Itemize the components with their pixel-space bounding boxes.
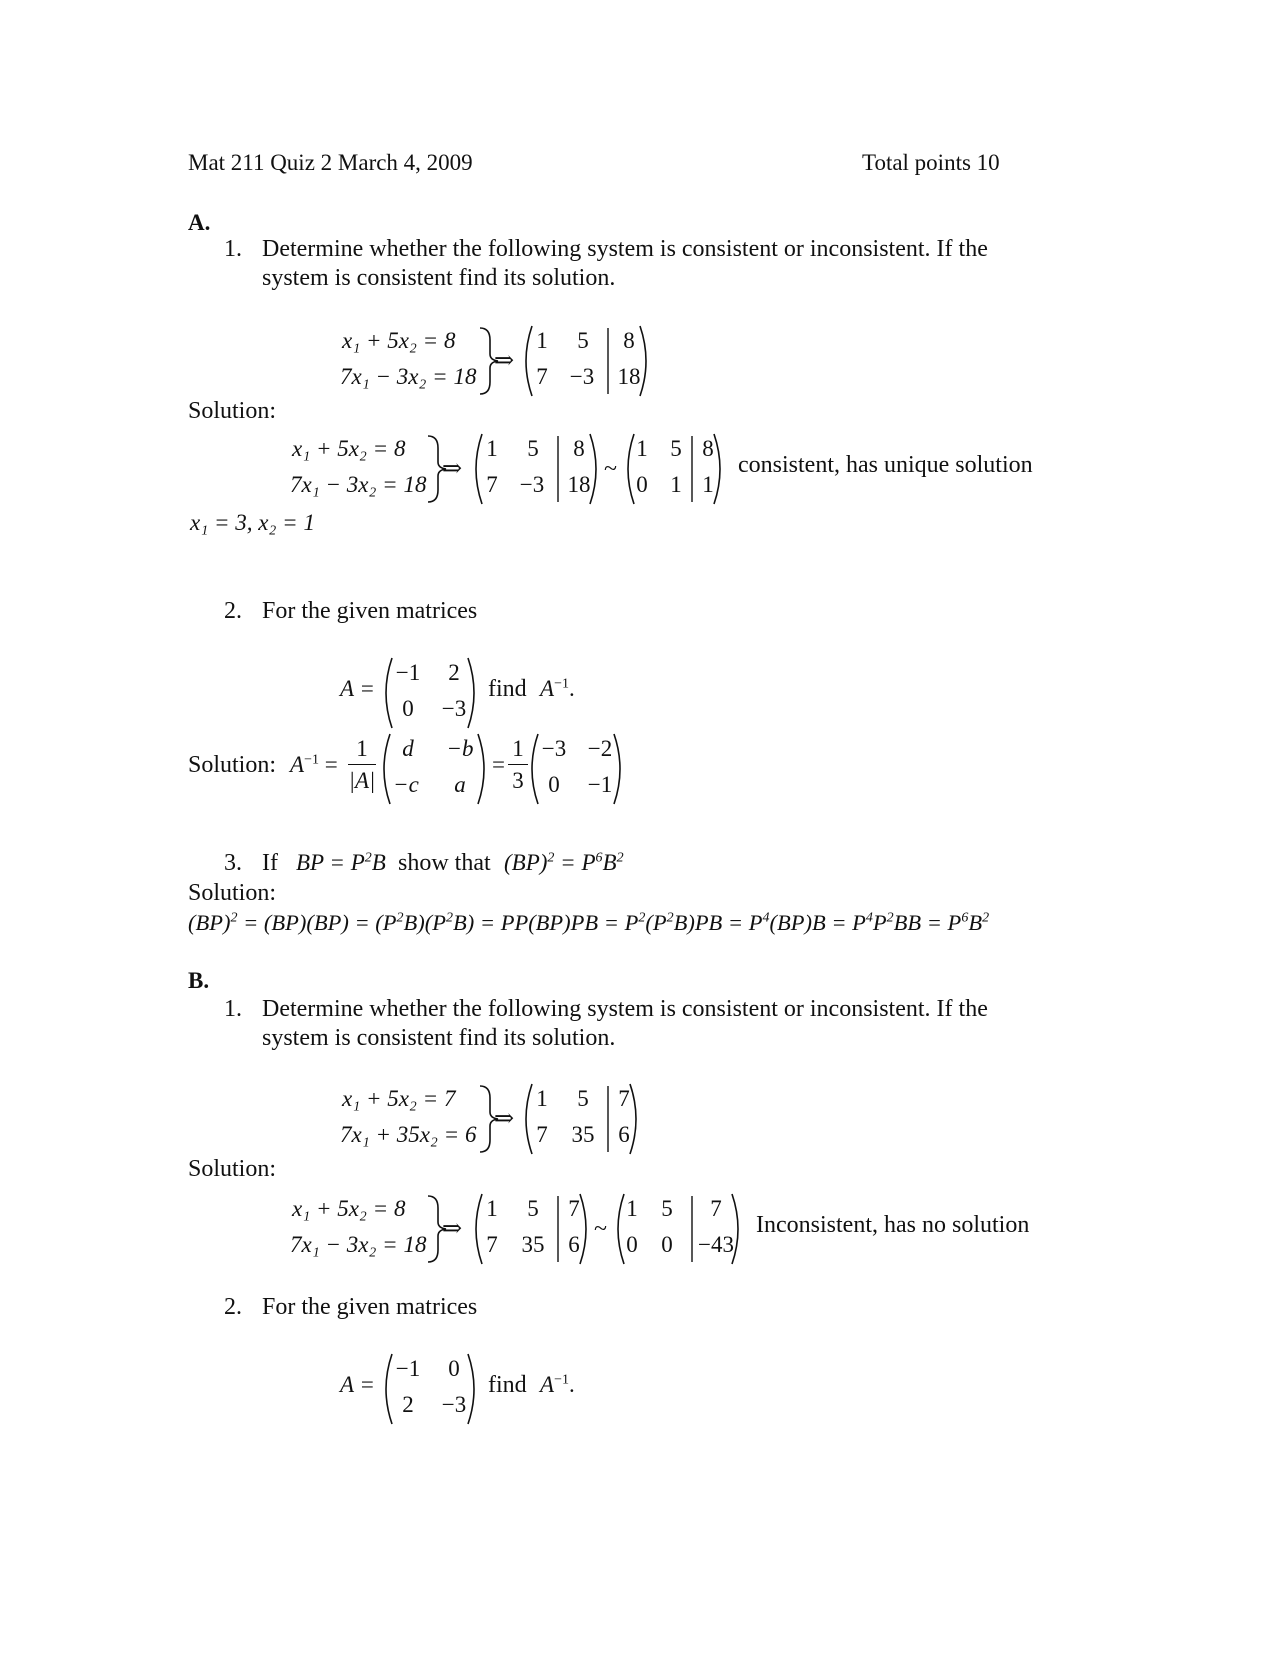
a-q1-number: 1.: [224, 236, 242, 262]
a-q3-hypothesis: BP = $P^2B$: [296, 850, 386, 875]
a-q2-adj-cell: −b: [446, 736, 474, 761]
a-q2-number: 2.: [224, 598, 242, 624]
a-q2-adj-cell: −c: [393, 772, 419, 797]
a-q2-frac2-bar: [508, 764, 528, 765]
b-q1-aug-cell: 6: [618, 1122, 630, 1147]
b-q1-solution-label: Solution:: [188, 1156, 277, 1182]
a-q1-text-line1: Determine whether the following system is consistent or inconsistent. If the: [262, 236, 988, 262]
a-q1-sol-eq2: 7x₁ − 3x₂ = 18: [290, 472, 427, 497]
b-q1-eq2: 7x₁ + 35x₂ = 6: [340, 1122, 477, 1147]
a-q1-eq1: x₁ + 5x₂ = 8: [342, 328, 456, 353]
a-q1-sol-aug-cell: 18: [567, 472, 591, 497]
b-q2-matrix-a-label: A =: [340, 1372, 375, 1397]
a-q2-frac2-den: 3: [512, 768, 524, 793]
a-q2-frac-num: 1: [356, 736, 368, 761]
b-q1-aug-cell: 1: [536, 1086, 548, 1111]
a-q1-sol-aug-cell: 8: [573, 436, 585, 461]
a-q1-aug-cell: 7: [536, 364, 548, 389]
a-q2-matrix-a-cell: 2: [448, 660, 460, 685]
b-q1-sol-implies-arrow: ⇒: [442, 1216, 463, 1242]
a-q2-solution-label: Solution:: [188, 752, 277, 778]
quiz-title: Mat 211 Quiz 2 March 4, 2009: [188, 150, 473, 175]
a-q2-matrix-a-cell: −3: [441, 696, 467, 721]
a-q1-aug-cell: 8: [623, 328, 635, 353]
a-q2-matrix-a-cell: 0: [402, 696, 414, 721]
b-q2-matrix-a-cell: 0: [448, 1356, 460, 1381]
b-q2-find-text: find: [488, 1372, 527, 1398]
a-q1-aug-cell: 18: [617, 364, 641, 389]
b-q1-text-line2: system is consistent find its solution.: [262, 1025, 616, 1051]
a-q2-inverse-cell: −1: [587, 772, 613, 797]
b-q1-sol-eq2: 7x₁ − 3x₂ = 18: [290, 1232, 427, 1257]
a-q1-solution-label: Solution:: [188, 398, 277, 424]
b-q1-aug-cell: 7: [618, 1086, 630, 1111]
a-q3-show-that: show that: [398, 850, 491, 876]
b-q1-sol-aug-cell: 35: [521, 1232, 545, 1257]
b-q1-sol-aug-cell: 1: [486, 1196, 498, 1221]
a-q1-aug-cell: 5: [577, 328, 589, 353]
a-q2-inverse-cell: −2: [587, 736, 613, 761]
a-q2-matrix-a-label: A =: [340, 676, 375, 701]
a-q1-reduced-cell: 1: [670, 472, 682, 497]
a-q3-solution-label: Solution:: [188, 880, 277, 906]
section-a-label: A.: [188, 210, 211, 235]
a-q1-aug-cell: −3: [569, 364, 595, 389]
a-q2-frac2-num: 1: [512, 736, 524, 761]
b-q1-sol-aug-cell: 5: [527, 1196, 539, 1221]
b-q1-reduced-cell: −43: [698, 1232, 734, 1257]
a-q2-inverse-cell: 0: [548, 772, 560, 797]
a-q3-proof: $(BP)^2 = (BP)(BP) = (P^2B)(P^2B) = PP(BP)PB = P^2(P^2B)PB = P^4(BP)B = P^4P^2BB = P^6B^2$: [188, 910, 990, 935]
total-points: Total points 10: [862, 150, 1000, 175]
a-q1-implies-arrow: ⇒: [494, 348, 515, 374]
b-q1-number: 1.: [224, 996, 242, 1022]
b-q1-sol-aug-cell: 7: [486, 1232, 498, 1257]
b-q2-number: 2.: [224, 1294, 242, 1320]
b-q1-eq1: x₁ + 5x₂ = 7: [342, 1086, 456, 1111]
a-q2-find-target: $A^{-1}$.: [540, 676, 575, 701]
b-q1-aug-cell: 7: [536, 1122, 548, 1147]
b-q1-reduced-cell: 0: [626, 1232, 638, 1257]
a-q3-claim: $(BP)^2 = P^6B^2$: [504, 850, 624, 875]
a-q2-adj-cell: d: [402, 736, 414, 761]
b-q1-implies-arrow: ⇒: [494, 1106, 515, 1132]
b-q2-matrix-a-cell: −1: [395, 1356, 421, 1381]
b-q1-sol-aug-cell: 7: [568, 1196, 580, 1221]
a-q1-reduced-cell: 5: [670, 436, 682, 461]
b-q1-row-equiv: ~: [594, 1216, 607, 1242]
a-q1-reduced-cell: 0: [636, 472, 648, 497]
b-q1-reduced-cell: 0: [661, 1232, 673, 1257]
a-q2-find-text: find: [488, 676, 527, 702]
b-q2-text: For the given matrices: [262, 1294, 478, 1320]
a-q1-sol-eq1: x₁ + 5x₂ = 8: [292, 436, 406, 461]
b-q1-reduced-cell: 5: [661, 1196, 673, 1221]
b-q1-sol-aug-cell: 6: [568, 1232, 580, 1257]
a-q1-reduced-cell: 1: [636, 436, 648, 461]
a-q1-reduced-cell: 1: [702, 472, 714, 497]
a-q1-sol-aug-cell: 5: [527, 436, 539, 461]
b-q2-find-target: $A^{-1}$.: [540, 1372, 575, 1397]
b-q2-matrix-a-cell: −3: [441, 1392, 467, 1417]
a-q2-frac-bar: [348, 764, 376, 765]
a-q1-result: consistent, has unique solution: [738, 452, 1033, 478]
a-q1-sol-aug-cell: 1: [486, 436, 498, 461]
b-q1-aug-cell: 35: [571, 1122, 595, 1147]
a-q2-equals: =: [492, 752, 505, 777]
a-q2-text: For the given matrices: [262, 598, 478, 624]
a-q1-row-equiv: ~: [604, 456, 617, 482]
a-q1-sol-aug-cell: 7: [486, 472, 498, 497]
a-q2-inverse-lhs: $A^{-1}$ =: [290, 752, 338, 777]
a-q1-eq2: 7x₁ − 3x₂ = 18: [340, 364, 477, 389]
b-q1-aug-cell: 5: [577, 1086, 589, 1111]
b-q1-reduced-cell: 1: [626, 1196, 638, 1221]
a-q2-frac-den: |A|: [348, 768, 376, 793]
a-q1-sol-aug-cell: −3: [519, 472, 545, 497]
a-q2-inverse-cell: −3: [541, 736, 567, 761]
a-q1-text-line2: system is consistent find its solution.: [262, 265, 616, 291]
b-q1-text-line1: Determine whether the following system is consistent or inconsistent. If the: [262, 996, 988, 1022]
section-b-label: B.: [188, 968, 210, 993]
a-q2-matrix-a-cell: −1: [395, 660, 421, 685]
a-q1-sol-implies-arrow: ⇒: [442, 456, 463, 482]
b-q1-reduced-cell: 7: [710, 1196, 722, 1221]
a-q3-number: 3.: [224, 850, 242, 876]
a-q1-reduced-cell: 8: [702, 436, 714, 461]
b-q1-sol-eq1: x₁ + 5x₂ = 8: [292, 1196, 406, 1221]
a-q1-answer: x₁ = 3, x₂ = 1: [190, 510, 315, 535]
b-q1-result: Inconsistent, has no solution: [756, 1212, 1030, 1238]
a-q3-if: If: [262, 850, 278, 876]
a-q2-adj-cell: a: [454, 772, 466, 797]
a-q1-aug-cell: 1: [536, 328, 548, 353]
b-q2-matrix-a-cell: 2: [402, 1392, 414, 1417]
